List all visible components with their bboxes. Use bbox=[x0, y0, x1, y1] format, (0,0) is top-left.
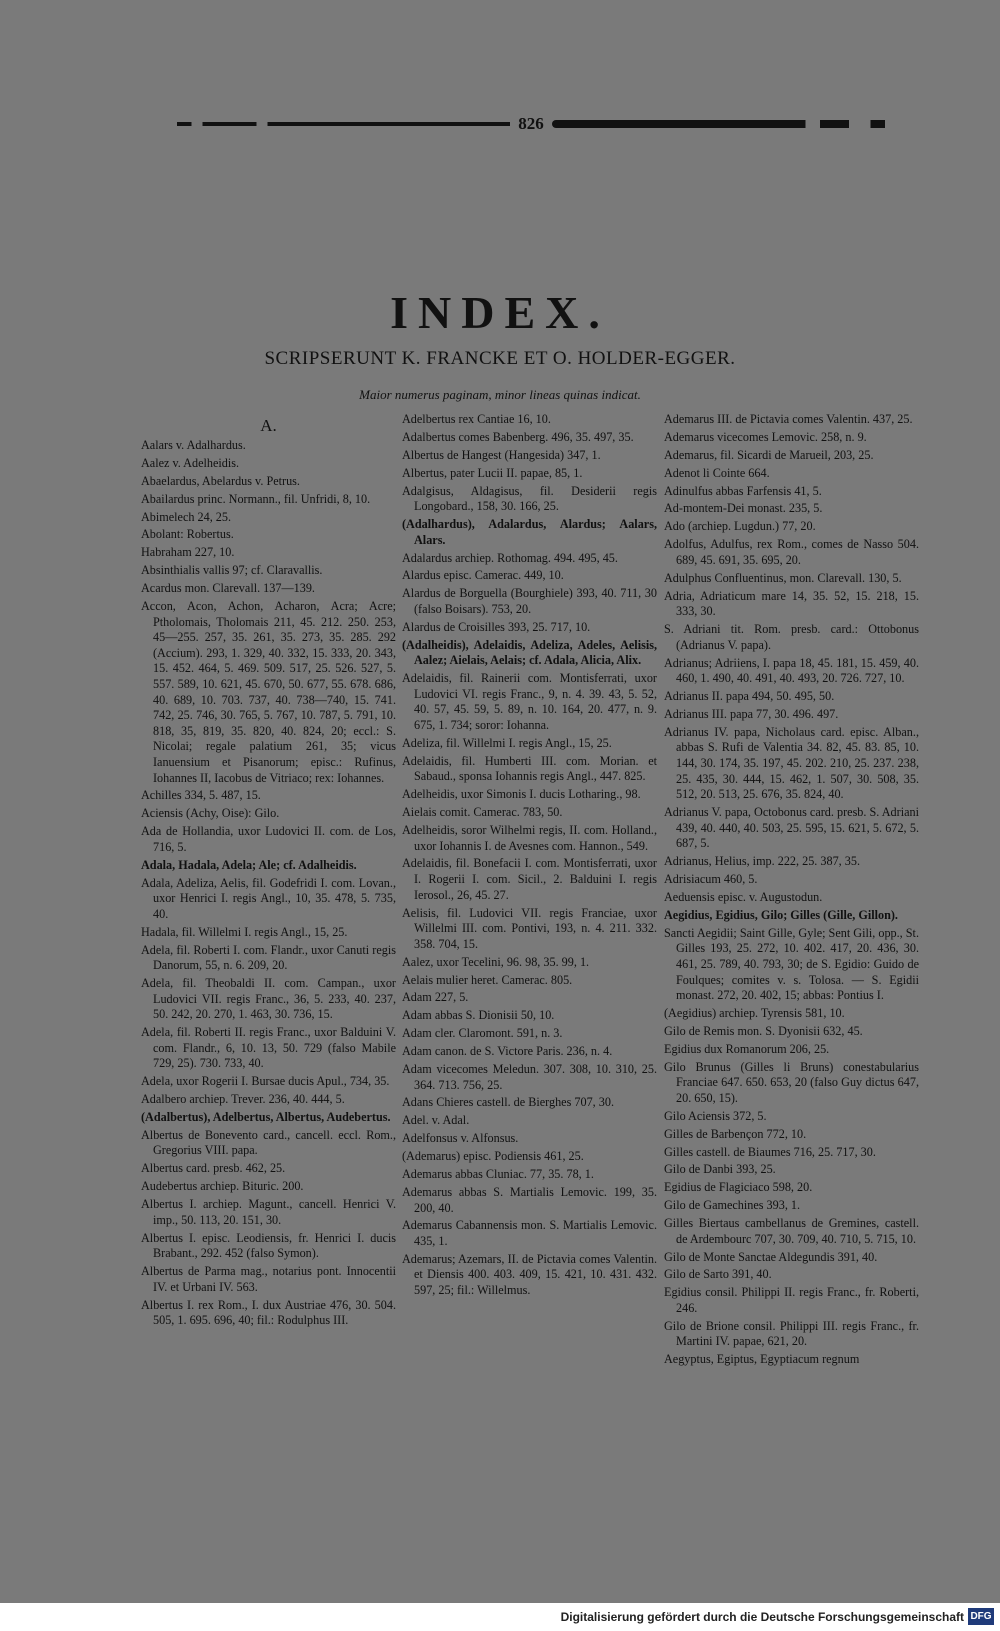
index-entry: Adelbertus rex Cantiae 16, 10. bbox=[402, 412, 551, 426]
index-entry: Hadala, fil. Willelmi I. regis Angl., 15, 25. bbox=[141, 924, 348, 939]
page-number: 826 bbox=[518, 114, 544, 133]
index-entry: Adelheidis, soror Wilhelmi regis, II. com. Holland., uxor Iohannis I. de Avesnes com. Hannon., 549. bbox=[402, 823, 657, 853]
index-entry: Absinthialis vallis 97; cf. Claravallis. bbox=[141, 563, 323, 578]
index-entry: Adalardus archiep. Rothomag. 494. 495, 45. bbox=[402, 550, 618, 565]
index-entry: Ad-montem-Dei monast. 235, 5. bbox=[664, 501, 823, 516]
index-entry: Gilo de Sarto 391, 40. bbox=[664, 1267, 772, 1282]
index-entry: Albertus card. presb. 462, 25. bbox=[141, 1161, 286, 1176]
index-entry: Albertus I. archiep. Magunt., cancell. Henrici V. imp., 50. 113, 20. 151, 30. bbox=[141, 1197, 396, 1227]
index-entry: Ademarus; Azemars, II. de Pictavia comes Valentin. et Diensis 400. 403. 409, 15. 421, 10. 431. 432. 597, 25; fil.: Willelmus. bbox=[402, 1251, 657, 1298]
index-entry: Adalbero archiep. Trever. 236, 40. 444, 5. bbox=[141, 1092, 345, 1107]
index-entry: Albertus de Parma mag., notarius pont. Innocentii IV. et Urbani IV. 563. bbox=[141, 1264, 396, 1294]
entry-list bbox=[402, 412, 657, 1299]
index-entry: Adelaidis, fil. Bonefacii I. com. Montisferrati, uxor I. Rogerii I. com. Sicil., 2. Balduini I. regis Ierosol., 26, 45. 27. bbox=[402, 856, 657, 902]
index-entry: Alardus episc. Camerac. 449, 10. bbox=[402, 568, 564, 583]
index-entry: Aelisis, fil. Ludovici VII. regis Franciae, uxor Willelmi III. com. Pontivi, 193, n. 4. 211. 332. 358. 704, 15. bbox=[402, 905, 657, 951]
header-rule-left bbox=[148, 122, 510, 126]
index-entry: Adria, Adriaticum mare 14, 35. 52, 15. 218, 15. 333, 30. bbox=[664, 588, 919, 619]
index-entry: Aegidius, Egidius, Gilo; Gilles (Gille, Gillon). bbox=[664, 907, 898, 922]
index-entry: Adalbertus comes Babenberg. 496, 35. 497, 35. bbox=[402, 429, 634, 444]
index-entry: Abailardus princ. Normann., fil. Unfridi, 8, 10. bbox=[141, 491, 371, 506]
index-entry: Adrianus III. papa 77, 30. 496. 497. bbox=[664, 706, 839, 721]
index-entry: Gilo de Gamechines 393, 1. bbox=[664, 1198, 801, 1213]
section-letter: A. bbox=[260, 416, 277, 435]
index-subtitle: SCRIPSERUNT K. FRANCKE ET O. HOLDER-EGGER. bbox=[264, 348, 736, 369]
index-entry: (Ademarus) episc. Podiensis 461, 25. bbox=[402, 1149, 584, 1164]
index-entry: Gilo de Brione consil. Philippi III. regis Franc., fr. Martini IV. papae, 621, 20. bbox=[664, 1318, 919, 1349]
index-entry: Adans Chieres castell. de Bierghes 707, 30. bbox=[402, 1095, 614, 1110]
index-entry: Gilles Biertaus cambellanus de Gremines, castell. de Ardembourc 707, 30. 709, 40. 710, 5. 715, 10. bbox=[664, 1216, 919, 1246]
index-entry: Adelaidis, fil. Humberti III. com. Morian. et Sabaud., sponsa Iohannis regis Angl., 447. 825. bbox=[402, 753, 657, 784]
index-entry: Abolant: Robertus. bbox=[141, 527, 234, 542]
index-entry: Egidius consil. Philippi II. regis Franc., fr. Roberti, 246. bbox=[664, 1285, 919, 1315]
index-entry: Adala, Hadala, Adela; Ale; cf. Adalheidis. bbox=[141, 857, 357, 872]
index-entry: Gilles castell. de Biaumes 716, 25. 717, 30. bbox=[664, 1144, 876, 1159]
index-entry: Ademarus III. de Pictavia comes Valentin. 437, 25. bbox=[664, 412, 913, 426]
page-header bbox=[148, 112, 914, 136]
index-entry: Albertus de Hangest (Hangesida) 347, 1. bbox=[402, 447, 601, 462]
index-entry: Ado (archiep. Lugdun.) 77, 20. bbox=[664, 519, 816, 534]
index-entry: Adam vicecomes Meledun. 307. 308, 10. 310, 25. 364. 713. 756, 25. bbox=[402, 1061, 657, 1092]
index-entry: Adenot li Cointe 664. bbox=[664, 465, 770, 480]
index-entry: Adrianus II. papa 494, 50. 495, 50. bbox=[664, 689, 835, 704]
index-entry: Adelheidis, uxor Simonis I. ducis Lotharing., 98. bbox=[402, 787, 641, 802]
index-entry: Ademarus Cabannensis mon. S. Martialis Lemovic. 435, 1. bbox=[402, 1218, 657, 1248]
index-entry: Adam 227, 5. bbox=[402, 990, 469, 1005]
index-entry: Adulphus Confluentinus, mon. Clarevall. 130, 5. bbox=[664, 570, 902, 585]
index-entry: Adela, fil. Roberti I. com. Flandr., uxor Canuti regis Danorum, 55, n. 6. 209, 20. bbox=[141, 942, 396, 973]
index-entry: Albertus I. episc. Leodiensis, fr. Henrici I. ducis Brabant., 292. 452 (falso Symon). bbox=[141, 1230, 396, 1261]
index-entry: Adalgisus, Aldagisus, fil. Desiderii regis Longobard., 158, 30. 166, 25. bbox=[402, 483, 657, 514]
index-entry: Adela, uxor Rogerii I. Bursae ducis Apul., 734, 35. bbox=[141, 1074, 390, 1089]
index-entry: Ada de Hollandia, uxor Ludovici II. com. de Los, 716, 5. bbox=[141, 824, 396, 854]
index-entry: Aelais mulier heret. Camerac. 805. bbox=[402, 972, 573, 987]
index-entry: Achilles 334, 5. 487, 15. bbox=[141, 788, 261, 803]
index-column-2 bbox=[402, 412, 657, 1301]
index-note: Maior numerus paginam, minor lineas quinas indicat. bbox=[359, 387, 641, 402]
index-column-1 bbox=[141, 412, 396, 1331]
index-entry: Egidius dux Romanorum 206, 25. bbox=[664, 1041, 830, 1056]
index-entry: Habraham 227, 10. bbox=[141, 545, 235, 560]
index-entry: Gilles de Barbençon 772, 10. bbox=[664, 1126, 807, 1141]
index-entry: Alardus de Croisilles 393, 25. 717, 10. bbox=[402, 619, 591, 634]
index-entry: Adala, Adeliza, Aelis, fil. Godefridi I. com. Lovan., uxor Henrici I. regis Angl., 10, 35. 478, 5. 735, 40. bbox=[141, 875, 396, 921]
index-entry: Adelfonsus v. Alfonsus. bbox=[402, 1131, 519, 1146]
index-entry: (Adalheidis), Adelaidis, Adeliza, Adeles, Aelisis, Aalez; Aielais, Aelais; cf. Adala, Alicia, Alix. bbox=[402, 637, 657, 668]
index-entry: Aalez, uxor Tecelini, 96. 98, 35. 99, 1. bbox=[402, 954, 590, 969]
index-entry: Adam cler. Claromont. 591, n. 3. bbox=[402, 1026, 563, 1041]
index-entry: Albertus de Bonevento card., cancell. eccl. Rom., Gregorius VIII. papa. bbox=[141, 1127, 396, 1158]
index-column-3 bbox=[664, 412, 919, 1370]
index-title: INDEX. bbox=[390, 287, 610, 338]
index-entry: Adrianus; Adriiens, I. papa 18, 45. 181, 15. 459, 40. 460, 1. 490, 40. 491, 40. 493, 20. 726. 727, 10. bbox=[664, 655, 919, 686]
index-entry: Gilo de Danbi 393, 25. bbox=[664, 1162, 776, 1177]
index-entry: Adam canon. de S. Victore Paris. 236, n. 4. bbox=[402, 1044, 613, 1059]
index-entry: Adela, fil. Roberti II. regis Franc., uxor Balduini V. com. Flandr., 6, 10. 13, 50. 729 (falso Mabile 729, 25). 730. 733, 40. bbox=[141, 1025, 396, 1071]
index-entry: (Adalhardus), Adalardus, Alardus; Aalars, Alars. bbox=[402, 517, 657, 547]
index-entry: Gilo Aciensis 372, 5. bbox=[664, 1108, 767, 1123]
index-entry: Egidius de Flagiciaco 598, 20. bbox=[664, 1180, 813, 1195]
index-entry: Aielais comit. Camerac. 783, 50. bbox=[402, 805, 563, 820]
index-entry: Adinulfus abbas Farfensis 41, 5. bbox=[664, 483, 822, 498]
index-entry: (Aegidius) archiep. Tyrensis 581, 10. bbox=[664, 1006, 845, 1021]
index-entry: Adeliza, fil. Willelmi I. regis Angl., 15, 25. bbox=[402, 735, 612, 750]
index-entry: Adolfus, Adulfus, rex Rom., comes de Nasso 504. 689, 45. 691, 35. 695, 20. bbox=[664, 537, 919, 567]
index-entry: Gilo de Remis mon. S. Dyonisii 632, 45. bbox=[664, 1023, 863, 1038]
index-entry: Aeduensis episc. v. Augustodun. bbox=[664, 889, 823, 904]
dfg-logo-icon: DFG bbox=[968, 1608, 994, 1625]
entry-list bbox=[664, 412, 919, 1368]
footer-credit: Digitalisierung gefördert durch die Deutsche Forschungsgemeinschaft bbox=[560, 1610, 964, 1624]
index-entry: Adrianus V. papa, Octobonus card. presb. S. Adriani 439, 40. 440, 40. 503, 25. 595, 15. 621, 5. 672, 5. 687, 5. bbox=[664, 805, 919, 851]
footer-bar bbox=[0, 1603, 1000, 1631]
header-rule-right bbox=[552, 120, 914, 128]
index-entry: Aegyptus, Egiptus, Egyptiacum regnum bbox=[664, 1352, 860, 1367]
index-entry: S. Adriani tit. Rom. presb. card.: Ottobonus (Adrianus V. papa). bbox=[664, 622, 919, 652]
index-entry: Adrisiacum 460, 5. bbox=[664, 872, 758, 887]
index-entry: Aciensis (Achy, Oise): Gilo. bbox=[141, 806, 280, 821]
index-entry: Abimelech 24, 25. bbox=[141, 509, 232, 524]
index-entry: Aalez v. Adelheidis. bbox=[141, 455, 240, 470]
index-entry: Gilo de Monte Sanctae Aldegundis 391, 40. bbox=[664, 1249, 878, 1264]
index-entry: Ademarus abbas S. Martialis Lemovic. 199, 35. 200, 40. bbox=[402, 1184, 657, 1215]
index-entry: Ademarus vicecomes Lemovic. 258, n. 9. bbox=[664, 429, 867, 444]
index-entry: Abaelardus, Abelardus v. Petrus. bbox=[141, 473, 300, 488]
index-entry: Audebertus archiep. Bituric. 200. bbox=[141, 1179, 304, 1194]
index-entry: Sancti Aegidii; Saint Gille, Gyle; Sent Gili, opp., St. Gilles 193, 25. 272, 10. 402. 417, 20. 436, 30. 461, 25. 789, 40. 793, 30; de S. Egidio: Guido de Foulques; comites v. s. Tolosa. — S. Egidii monast. 272, 20. 402, 15; abbas: Pontius I. bbox=[664, 925, 919, 1003]
index-entry: Gilo Brunus (Gilles li Bruns) conestabularius Franciae 647. 650. 653, 20 (falso Guy dictus 647, 20. 650, 15). bbox=[664, 1059, 919, 1105]
index-entry: Albertus I. rex Rom., I. dux Austriae 476, 30. 504. 505, 1. 695. 696, 40; fil.: Rodulphus III. bbox=[141, 1297, 396, 1328]
index-entry: Adam abbas S. Dionisii 50, 10. bbox=[402, 1008, 555, 1023]
index-entry: Ademarus, fil. Sicardi de Marueil, 203, 25. bbox=[664, 447, 874, 462]
index-entry: Acardus mon. Clarevall. 137—139. bbox=[141, 581, 315, 596]
index-entry: Adela, fil. Theobaldi II. com. Campan., uxor Ludovici VII. regis Franc., 36, 5. 233, 40. 237, 50. 242, 20. 270, 1. 463, 30. 736, 15. bbox=[141, 976, 396, 1022]
index-entry: Ademarus abbas Cluniac. 77, 35. 78, 1. bbox=[402, 1167, 594, 1182]
index-entry: Adrianus, Helius, imp. 222, 25. 387, 35. bbox=[664, 854, 861, 869]
index-entry: Adelaidis, fil. Rainerii com. Montisferrati, uxor Ludovici VI. regis Franc., 9, n. 4. 39. 43, 5. 52, 40. 57, 45. 59, 5. 89, n. 10. 164, 20. 477, n. 9. 675, 1. 734; soror: Iohanna. bbox=[402, 671, 657, 732]
index-entry: Aalars v. Adalhardus. bbox=[141, 438, 246, 452]
entry-list bbox=[141, 438, 396, 1329]
index-entry: (Adalbertus), Adelbertus, Albertus, Audebertus. bbox=[141, 1109, 391, 1124]
index-entry: Adel. v. Adal. bbox=[402, 1113, 470, 1128]
index-entry: Accon, Acon, Achon, Acharon, Acra; Acre; Ptholomais, Tholomais 211, 45. 212. 250. 253, 45—255. 257, 35. 261, 35. 273, 35. 285. 292 (Accium). 293, 1. 329, 40. 332, 15. 333, 20. 343, 15. 452. 464, 5. 469. 509. 517, 25. 526. 527, 5. 557. 589, 10. 621, 45. 670, 50. 677, 55. 678. 686, 40. 689, 10. 703. 737, 40. 738—740, 15. 741. 742, 25. 746, 30. 765, 5. 767, 10. 787, 5. 791, 10. 818, 35, 819, 35. 820, 40. 824, 20; eccl.: S. Nicolai; regale palatium 261, 35; vicus Ianuensium et Pisanorum; episc.: Rufinus, Iohannes II, Iacobus de Vitriaco; rex: Iohannes. bbox=[141, 599, 396, 785]
index-entry: Alardus de Borguella (Bourghiele) 393, 40. 711, 30 (falso Boisars). 753, 20. bbox=[402, 586, 657, 616]
index-entry: Albertus, pater Lucii II. papae, 85, 1. bbox=[402, 465, 583, 480]
index-entry: Adrianus IV. papa, Nicholaus card. episc. Alban., abbas S. Rufi de Valentia 34. 82, 45. 83. 85, 10. 144, 30. 174, 35. 197, 45. 202. 210, 25. 237. 238, 25. 435, 30. 444, 15. 462, 1. 507, 30. 508, 35. 512, 20. 513, 25. 676, 35. 824, 40. bbox=[664, 724, 919, 802]
